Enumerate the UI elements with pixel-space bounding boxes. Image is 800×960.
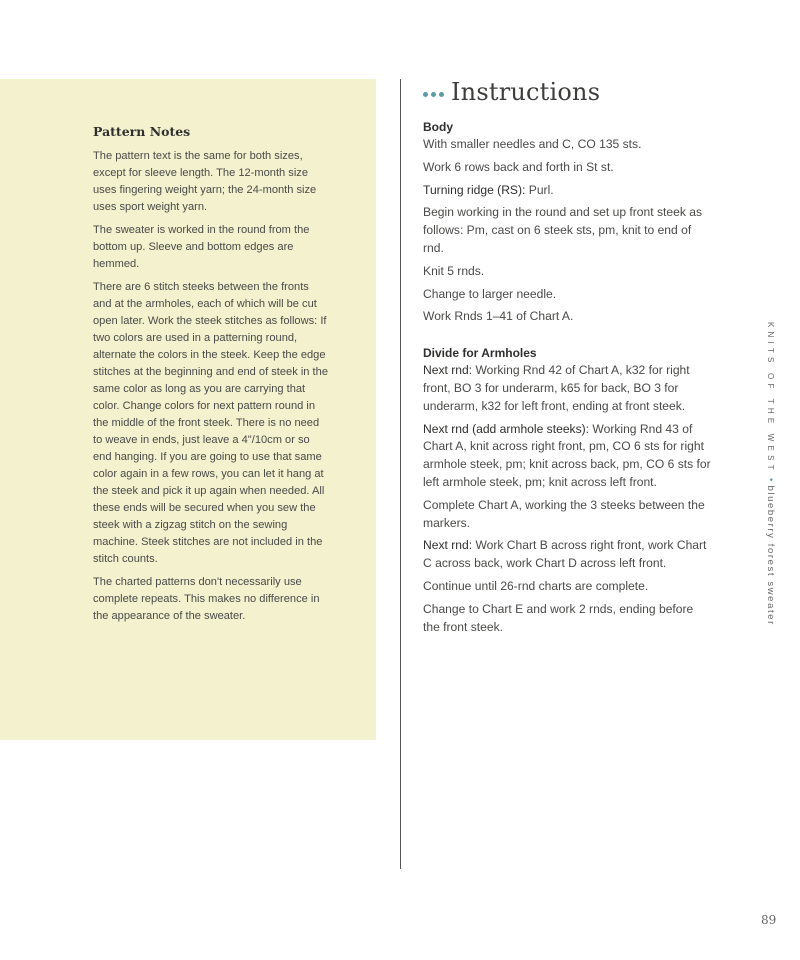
pattern-notes-paragraph: There are 6 stitch steeks between the fronts and at the armholes, each of which will be cut open later. Work the steek stitches as follows: If two colors are used in a patterning round, alternate the colors in the steek. Keep the edge stitches at the beginning and end of steek in the same color as long as you are carrying that color. Change colors for next pattern round in the middle of the front steek. There is no need to weave in ends, just leave a 4"/10cm or so end hanging. If you are going to use that same color again in a few rows, you can let it hang at the steek and pick it up again when needed. All these ends will be secured when you sew the steek with a zigzag stitch on the sewing machine. Steek stitches are not included in the stitch counts. <box>93 281 328 565</box>
pattern-notes-title: Pattern Notes <box>93 124 191 139</box>
project-title-label: blueberry forest sweater <box>765 485 776 626</box>
ellipsis-dots-icon <box>423 92 444 97</box>
bullet-icon: • <box>765 477 776 482</box>
step-lead: Next rnd: <box>423 363 473 378</box>
pattern-notes-paragraph: The pattern text is the same for both sizes, except for sleeve length. The 12-month size uses fingering weight yarn; the 24-month size uses sport weight yarn. <box>93 150 317 213</box>
instruction-step: Continue until 26-rnd charts are complete. <box>423 578 649 593</box>
instruction-step: Complete Chart A, working the 3 steeks between the markers. <box>423 497 705 530</box>
instruction-step <box>423 421 713 492</box>
step-lead: Turning ridge (RS): <box>423 182 526 197</box>
instruction-step <box>423 362 713 415</box>
instruction-step: Work Rnds 1–41 of Chart A. <box>423 309 574 324</box>
step-text: Purl. <box>525 182 554 197</box>
running-side-label <box>762 322 776 628</box>
pattern-notes-panel <box>0 79 376 740</box>
step-text: Work Chart B across right front, work Chart C across back, work Chart D across left front. <box>423 538 707 571</box>
pattern-notes-content <box>93 124 329 631</box>
step-lead: Next rnd: <box>423 538 473 553</box>
instruction-step <box>423 537 713 573</box>
step-text: Working Rnd 42 of Chart A, k32 for right front, BO 3 for underarm, k65 for back, BO 3 for underarm, k32 for left front, ending at front steek. <box>423 363 690 413</box>
instruction-step: Change to Chart E and work 2 rnds, ending before the front steek. <box>423 601 694 634</box>
book-title-label: KNITS OF THE WEST <box>766 322 775 474</box>
step-text: Working Rnd 43 of Chart A, knit across right front, pm, CO 6 sts for right armhole steek, pm; knit across back, pm, CO 6 sts for left armhole steek, pm; knit across left front. <box>423 421 711 489</box>
instructions-heading: Instructions <box>451 78 601 106</box>
section-title-armholes: Divide for Armholes <box>423 346 537 361</box>
step-lead: Next rnd (add armhole steeks): <box>423 421 590 436</box>
instruction-step: Knit 5 rnds. <box>423 263 485 278</box>
instruction-step <box>423 182 713 200</box>
instructions-column <box>423 78 713 641</box>
section-title-body: Body <box>423 120 453 134</box>
instruction-step: Change to larger needle. <box>423 286 557 301</box>
instruction-step: Begin working in the round and set up front steek as follows: Pm, cast on 6 steek sts, pm, knit to end of rnd. <box>423 205 703 255</box>
pattern-notes-paragraph: The sweater is worked in the round from the bottom up. Sleeve and bottom edges are hemmed. <box>93 224 310 270</box>
instructions-heading-row <box>423 78 713 106</box>
instruction-step: Work 6 rows back and forth in St st. <box>423 159 614 174</box>
page-number: 89 <box>761 913 777 927</box>
column-divider <box>400 79 401 869</box>
instruction-step: With smaller needles and C, CO 135 sts. <box>423 137 642 151</box>
pattern-notes-paragraph: The charted patterns don't necessarily use complete repeats. This makes no difference in the appearance of the sweater. <box>93 576 320 622</box>
